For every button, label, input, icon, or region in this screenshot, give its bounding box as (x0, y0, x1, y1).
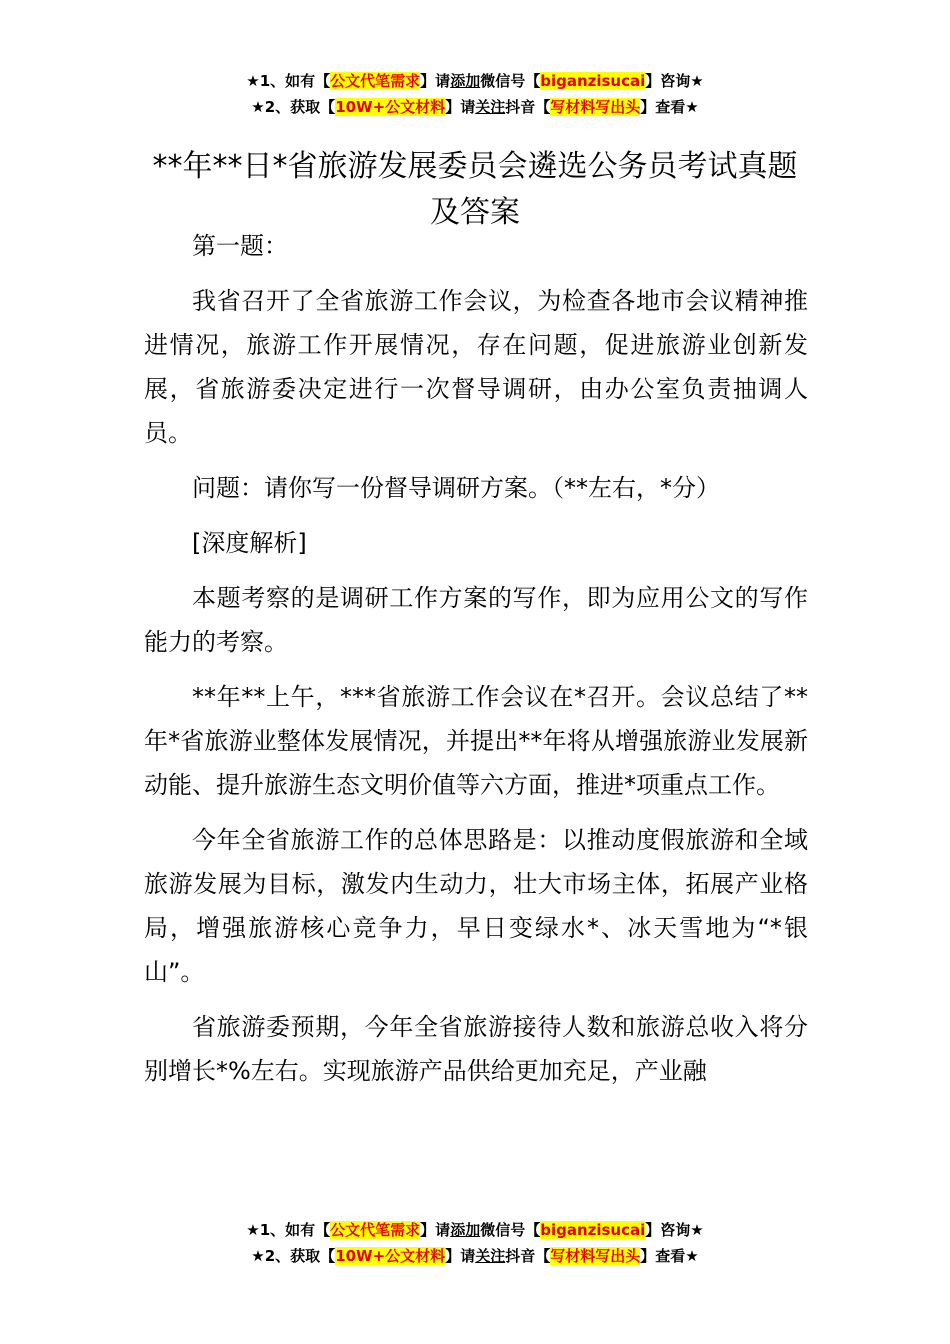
wechat-id-highlight: biganzisucai (540, 72, 646, 90)
banner-line-1: ★1、如有【公文代笔需求】请添加微信号【biganzisucai】咨询★ (246, 72, 704, 90)
question-prompt: 问题：请你写一份督导调研方案。（**左右，*分） (192, 474, 720, 502)
materials-highlight: 10W+公文材料 (335, 98, 446, 116)
question-scenario: 我省召开了全省旅游工作会议，为检查各地市会议精神推进情况，旅游工作开展情况，存在问题，促进旅游业创新发展，省旅游委决定进行一次督导调研，由办公室负责抽调人员。 (144, 287, 808, 447)
document-body (144, 224, 808, 1104)
footer-banner (0, 1217, 950, 1269)
forecast-paragraph: 省旅游委预期，今年全省旅游接待人数和旅游总收入将分别增长*%左右。实现旅游产品供给更加充足，产业融 (144, 1013, 808, 1085)
analysis-paragraph: 本题考察的是调研工作方案的写作，即为应用公文的写作能力的考察。 (144, 584, 808, 656)
douyin-account-highlight: 写材料写出头 (550, 98, 641, 116)
analysis-heading: [深度解析] (192, 529, 307, 557)
question-heading: 第一题： (192, 232, 288, 260)
service-highlight: 公文代笔需求 (330, 72, 421, 90)
approach-paragraph: 今年全省旅游工作的总体思路是：以推动度假旅游和全域旅游发展为目标，激发内生动力，壮大市场主体，拓展产业格局，增强旅游核心竞争力，早日变绿水*、冰天雪地为“*银山”。 (144, 826, 808, 986)
materials-highlight: 10W+公文材料 (335, 1247, 446, 1265)
wechat-id-highlight: biganzisucai (540, 1221, 646, 1239)
banner-line-2: ★2、获取【10W+公文材料】请关注抖音【写材料写出头】查看★ (251, 98, 699, 116)
service-highlight: 公文代笔需求 (330, 1221, 421, 1239)
background-paragraph: **年**上午，***省旅游工作会议在*召开。会议总结了**年*省旅游业整体发展情况，并提出**年将从增强旅游业发展新动能、提升旅游生态文明价值等六方面，推进*项重点工作。 (144, 683, 808, 799)
document-title: **年**日*省旅游发展委员会遴选公务员考试真题及答案 (152, 149, 798, 231)
banner-line-1: ★1、如有【公文代笔需求】请添加微信号【biganzisucai】咨询★ (246, 1221, 704, 1239)
banner-line-2: ★2、获取【10W+公文材料】请关注抖音【写材料写出头】查看★ (251, 1247, 699, 1265)
douyin-account-highlight: 写材料写出头 (550, 1247, 641, 1265)
header-banner (0, 68, 950, 120)
